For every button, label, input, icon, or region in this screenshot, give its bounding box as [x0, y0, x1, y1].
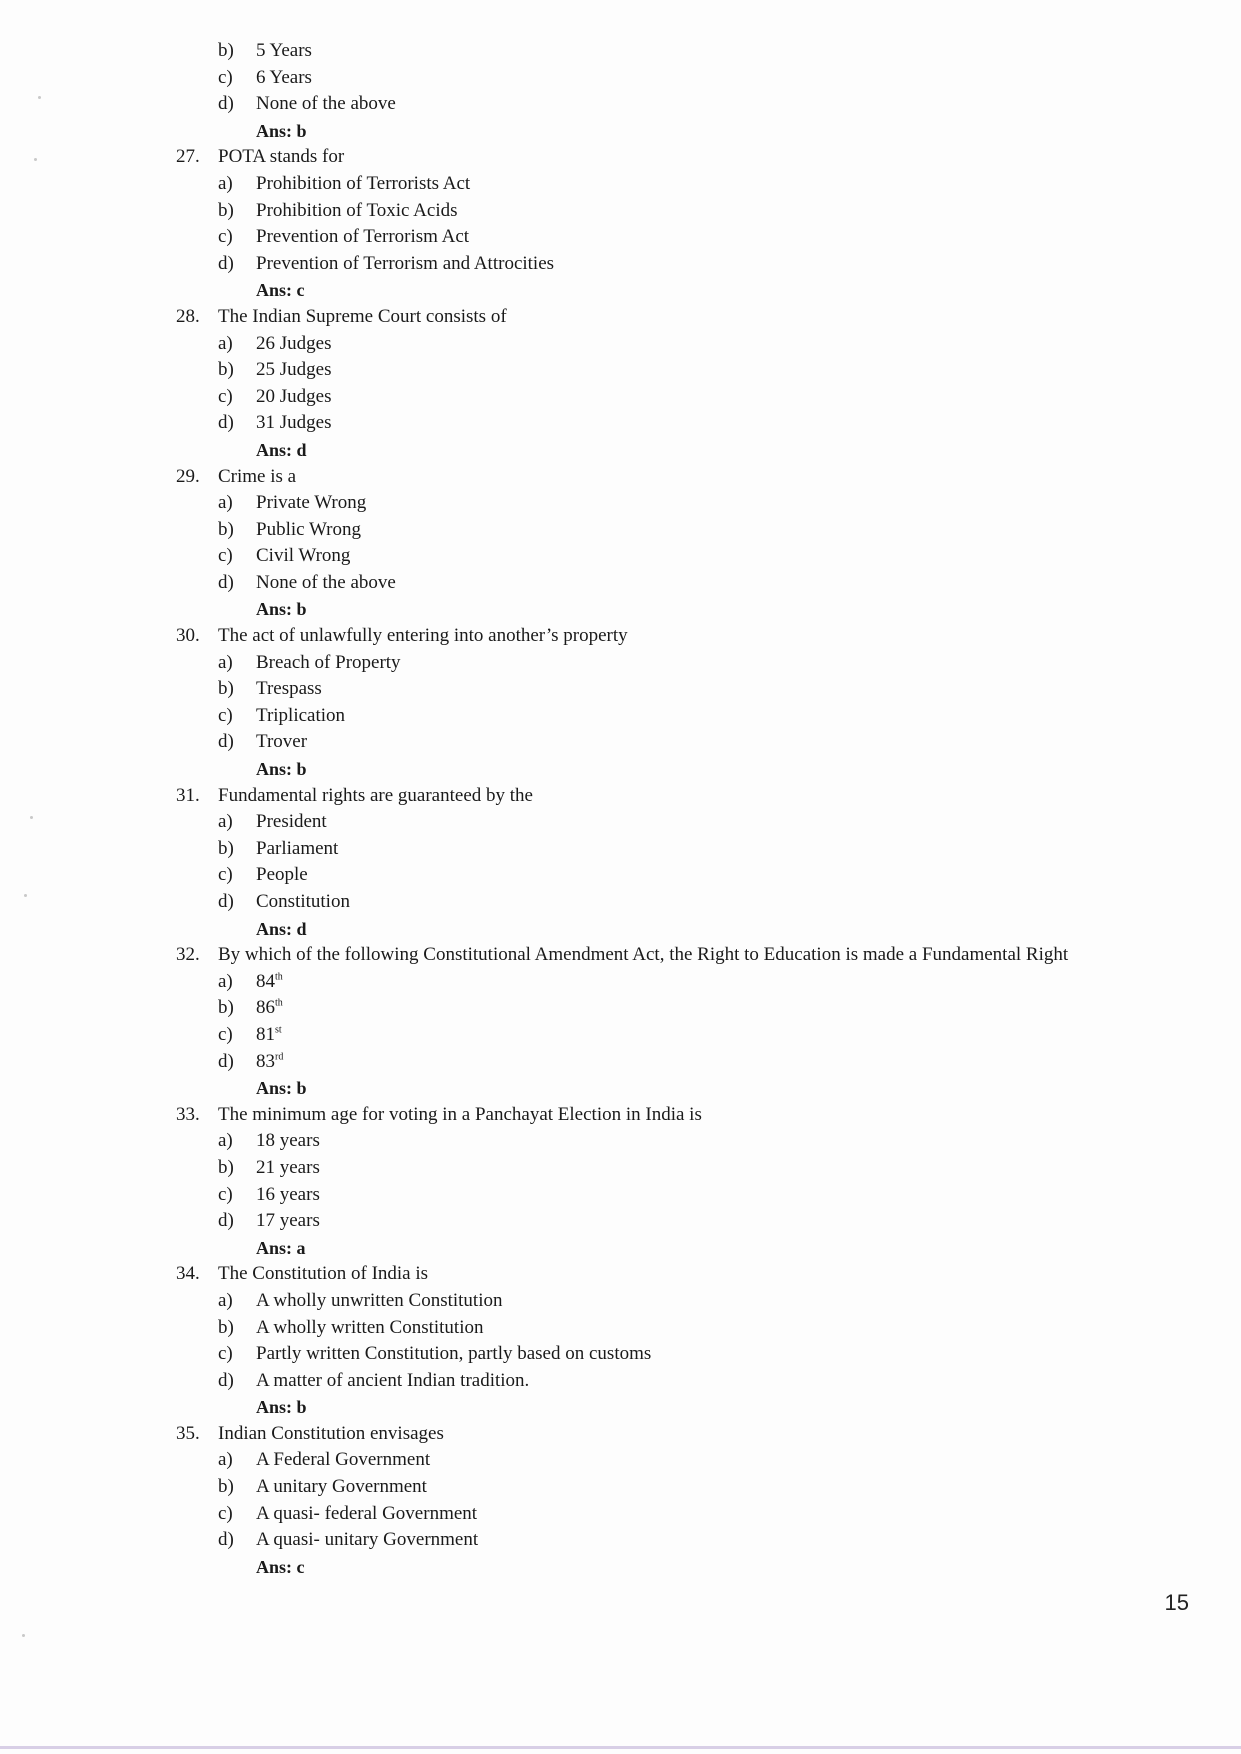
option-line	[176, 91, 1176, 118]
answer-line	[176, 596, 1176, 623]
option-line	[176, 171, 1176, 198]
option-letter: c)	[218, 1023, 233, 1045]
option-letter: b)	[218, 199, 234, 221]
answer-line	[176, 916, 1176, 943]
option-text	[256, 1474, 427, 1501]
option-text	[256, 1447, 430, 1474]
option-value: Prevention of Terrorism and Attrocities	[256, 252, 555, 274]
answer-line	[176, 1554, 1176, 1581]
question-number: 33.	[176, 1103, 200, 1125]
option-line	[176, 703, 1176, 730]
question-line	[176, 1102, 1176, 1129]
question-text: POTA stands for	[218, 146, 345, 168]
option-text	[256, 729, 307, 756]
question-line	[176, 304, 1176, 331]
question-number: 35.	[176, 1422, 200, 1444]
option-letter: d)	[218, 891, 234, 912]
option-line	[176, 1155, 1176, 1182]
option-value: 16 years	[256, 1183, 320, 1205]
option-text	[256, 1208, 320, 1235]
option-line	[176, 1368, 1176, 1395]
option-line	[176, 676, 1176, 703]
option-letter: c)	[218, 1183, 233, 1205]
option-text	[256, 543, 350, 570]
option-value: A quasi- unitary Government	[256, 1529, 479, 1551]
option-line	[176, 224, 1176, 251]
option-line	[176, 862, 1176, 889]
option-text	[256, 889, 350, 916]
question-number: 34.	[176, 1263, 200, 1285]
option-line	[176, 650, 1176, 677]
option-value: Prevention of Terrorism Act	[256, 226, 470, 248]
option-value: 21 years	[256, 1156, 320, 1178]
answer-text: Ans: b	[256, 759, 307, 780]
option-text	[256, 171, 470, 198]
question-text: The minimum age for voting in a Panchayat Election in India is	[218, 1103, 702, 1125]
option-line	[176, 1341, 1176, 1368]
answer-text: Ans: d	[256, 918, 307, 939]
option-line	[176, 969, 1176, 996]
option-text: 6 Years	[256, 66, 312, 88]
option-value: Public Wrong	[256, 518, 361, 540]
answer-line	[176, 118, 1176, 145]
option-value: 31 Judges	[256, 412, 332, 434]
option-text	[256, 1501, 477, 1528]
option-letter: a)	[218, 1130, 233, 1152]
option-line	[176, 490, 1176, 517]
option-line	[176, 198, 1176, 225]
option-value: Trover	[256, 731, 308, 753]
option-line	[176, 729, 1176, 756]
option-value: Private Wrong	[256, 492, 367, 514]
scan-speck	[30, 816, 33, 819]
option-letter: d)	[218, 1529, 234, 1551]
page-bottom-edge	[0, 1746, 1241, 1749]
option-text	[256, 969, 283, 996]
option-value: People	[256, 864, 308, 886]
option-letter: c)	[218, 545, 233, 567]
scan-speck	[22, 1634, 25, 1637]
option-value: A quasi- federal Government	[256, 1502, 478, 1524]
option-line	[176, 1501, 1176, 1528]
answer-line	[176, 1075, 1176, 1102]
option-text	[256, 703, 345, 730]
question-list	[176, 38, 1176, 1580]
option-text	[256, 490, 366, 517]
option-value: Prohibition of Terrorists Act	[256, 172, 471, 194]
option-line	[176, 384, 1176, 411]
question-line	[176, 144, 1176, 171]
option-text	[256, 1182, 320, 1209]
option-letter: b)	[218, 1156, 234, 1178]
option-letter: c)	[218, 704, 233, 726]
question-number: 28.	[176, 305, 200, 327]
option-letter: a)	[218, 651, 233, 673]
question-number: 29.	[176, 465, 200, 487]
option-value: President	[256, 811, 327, 833]
option-letter: c)	[218, 1343, 233, 1365]
question-text: By which of the following Constitutional Amendment Act, the Right to Education is made a Fundamental Right	[218, 944, 1069, 966]
question-text: Indian Constitution envisages	[218, 1422, 444, 1444]
question-text: Fundamental rights are guaranteed by the	[218, 784, 533, 806]
option-letter: b)	[218, 678, 234, 700]
question-line	[176, 1421, 1176, 1448]
option-value: 86	[256, 997, 275, 1019]
option-line	[176, 570, 1176, 597]
option-value: Prohibition of Toxic Acids	[256, 199, 458, 221]
option-value: A wholly written Constitution	[256, 1316, 484, 1338]
option-text	[256, 357, 331, 384]
option-letter: a)	[218, 172, 233, 194]
scan-speck	[38, 96, 41, 99]
option-value: Triplication	[256, 704, 346, 726]
option-value: Breach of Property	[256, 651, 401, 673]
option-text	[256, 1527, 478, 1554]
option-line	[176, 517, 1176, 544]
answer-line	[176, 1235, 1176, 1262]
option-line	[176, 995, 1176, 1022]
question-text: The Constitution of India is	[218, 1263, 429, 1285]
option-text	[256, 331, 331, 358]
page-number: 15	[1164, 1590, 1189, 1615]
option-line	[176, 1527, 1176, 1554]
option-line	[176, 889, 1176, 916]
answer-text: Ans: c	[256, 280, 305, 301]
option-letter: b)	[218, 837, 234, 859]
option-text	[256, 809, 327, 836]
option-line	[176, 1288, 1176, 1315]
ordinal-suffix: rd	[275, 1051, 284, 1063]
option-value: Civil Wrong	[256, 545, 351, 567]
option-text	[256, 995, 283, 1022]
option-text: None of the above	[256, 93, 396, 115]
option-text	[256, 1315, 483, 1342]
option-value: 84	[256, 970, 275, 992]
answer-text: Ans: d	[256, 439, 307, 460]
option-letter: c)	[218, 1502, 233, 1524]
option-line	[176, 331, 1176, 358]
option-text	[256, 251, 554, 278]
question-line	[176, 623, 1176, 650]
question-number: 30.	[176, 625, 200, 647]
ordinal-suffix: th	[275, 971, 283, 983]
option-value: 26 Judges	[256, 332, 332, 354]
option-value: A wholly unwritten Constitution	[256, 1289, 503, 1311]
option-text	[256, 1155, 320, 1182]
option-text	[256, 384, 331, 411]
question-line	[176, 783, 1176, 810]
option-text	[256, 836, 338, 863]
option-letter: b)	[218, 1316, 234, 1338]
answer-text: Ans: b	[256, 1078, 307, 1099]
option-value: Partly written Constitution, partly based on customs	[256, 1343, 652, 1365]
option-letter: a)	[218, 1289, 233, 1311]
option-letter: d)	[218, 412, 234, 434]
option-letter: d)	[218, 731, 234, 753]
answer-line	[176, 756, 1176, 783]
option-line	[176, 1208, 1176, 1235]
question-text: The act of unlawfully entering into another’s property	[218, 625, 628, 647]
option-line	[176, 1128, 1176, 1155]
answer-text: Ans: b	[256, 1397, 307, 1418]
option-line	[176, 1474, 1176, 1501]
question-number: 27.	[176, 146, 200, 168]
answer-text: Ans: b	[256, 599, 307, 620]
option-letter: d)	[218, 252, 234, 274]
option-value: 81	[256, 1023, 275, 1045]
option-letter: d)	[218, 1050, 234, 1072]
option-line	[176, 1182, 1176, 1209]
option-letter: b)	[218, 997, 234, 1019]
answer-line	[176, 437, 1176, 464]
questions-container	[176, 144, 1176, 1580]
option-line	[176, 543, 1176, 570]
option-line	[176, 410, 1176, 437]
option-value: None of the above	[256, 571, 396, 593]
option-letter: a)	[218, 492, 233, 514]
option-value: 83	[256, 1050, 275, 1072]
option-text	[256, 410, 331, 437]
ordinal-suffix: th	[275, 998, 283, 1010]
option-text	[256, 1128, 320, 1155]
option-line	[176, 1049, 1176, 1076]
option-letter: b)	[218, 1476, 234, 1498]
option-line	[176, 1447, 1176, 1474]
option-value: 20 Judges	[256, 385, 332, 407]
option-text	[256, 517, 361, 544]
option-letter: c)	[218, 226, 233, 248]
option-line	[176, 65, 1176, 92]
option-letter: d)	[218, 571, 234, 593]
option-value: A matter of ancient Indian tradition.	[256, 1369, 530, 1391]
option-letter: c)	[218, 66, 233, 88]
question-line	[176, 1261, 1176, 1288]
scan-speck	[34, 158, 37, 161]
option-line	[176, 1022, 1176, 1049]
option-text	[256, 650, 401, 677]
option-letter: c)	[218, 385, 233, 407]
option-text	[256, 570, 396, 597]
option-letter: b)	[218, 359, 234, 381]
option-letter: c)	[218, 864, 233, 886]
option-line	[176, 251, 1176, 278]
answer-line	[176, 1394, 1176, 1421]
ordinal-suffix: st	[275, 1024, 282, 1036]
option-value: A Federal Government	[256, 1449, 431, 1471]
option-letter: a)	[218, 1449, 233, 1471]
question-number: 31.	[176, 784, 200, 806]
option-value: 18 years	[256, 1130, 320, 1152]
option-text	[256, 676, 322, 703]
option-text: 5 Years	[256, 40, 312, 61]
option-line	[176, 836, 1176, 863]
answer-text: Ans: c	[256, 1556, 305, 1577]
question-line	[176, 464, 1176, 491]
option-letter: a)	[218, 332, 233, 354]
option-letter: b)	[218, 40, 234, 61]
option-line	[176, 357, 1176, 384]
option-value: 25 Judges	[256, 359, 332, 381]
answer-line	[176, 277, 1176, 304]
option-letter: d)	[218, 93, 234, 115]
option-value: Trespass	[256, 678, 322, 700]
option-letter: b)	[218, 518, 234, 540]
option-text	[256, 1022, 282, 1049]
option-value: Parliament	[256, 837, 339, 859]
option-value: A unitary Government	[256, 1476, 427, 1498]
option-value: 17 years	[256, 1210, 320, 1232]
option-text	[256, 862, 308, 889]
scan-speck	[24, 894, 27, 897]
answer-text: Ans: b	[256, 120, 307, 141]
option-line	[176, 809, 1176, 836]
option-text	[256, 198, 458, 225]
option-value: Constitution	[256, 891, 350, 912]
answer-text: Ans: a	[256, 1237, 306, 1258]
option-text	[256, 224, 469, 251]
option-letter: d)	[218, 1369, 234, 1391]
option-letter: d)	[218, 1210, 234, 1232]
option-text	[256, 1368, 529, 1395]
option-letter: a)	[218, 811, 233, 833]
option-line	[176, 1315, 1176, 1342]
option-text	[256, 1049, 283, 1076]
question-number: 32.	[176, 944, 200, 966]
option-text	[256, 1341, 651, 1368]
option-line	[176, 38, 1176, 65]
option-letter: a)	[218, 970, 233, 992]
question-text: Crime is a	[218, 465, 297, 487]
question-line	[176, 942, 1176, 969]
question-text: The Indian Supreme Court consists of	[218, 305, 507, 327]
option-text	[256, 1288, 502, 1315]
